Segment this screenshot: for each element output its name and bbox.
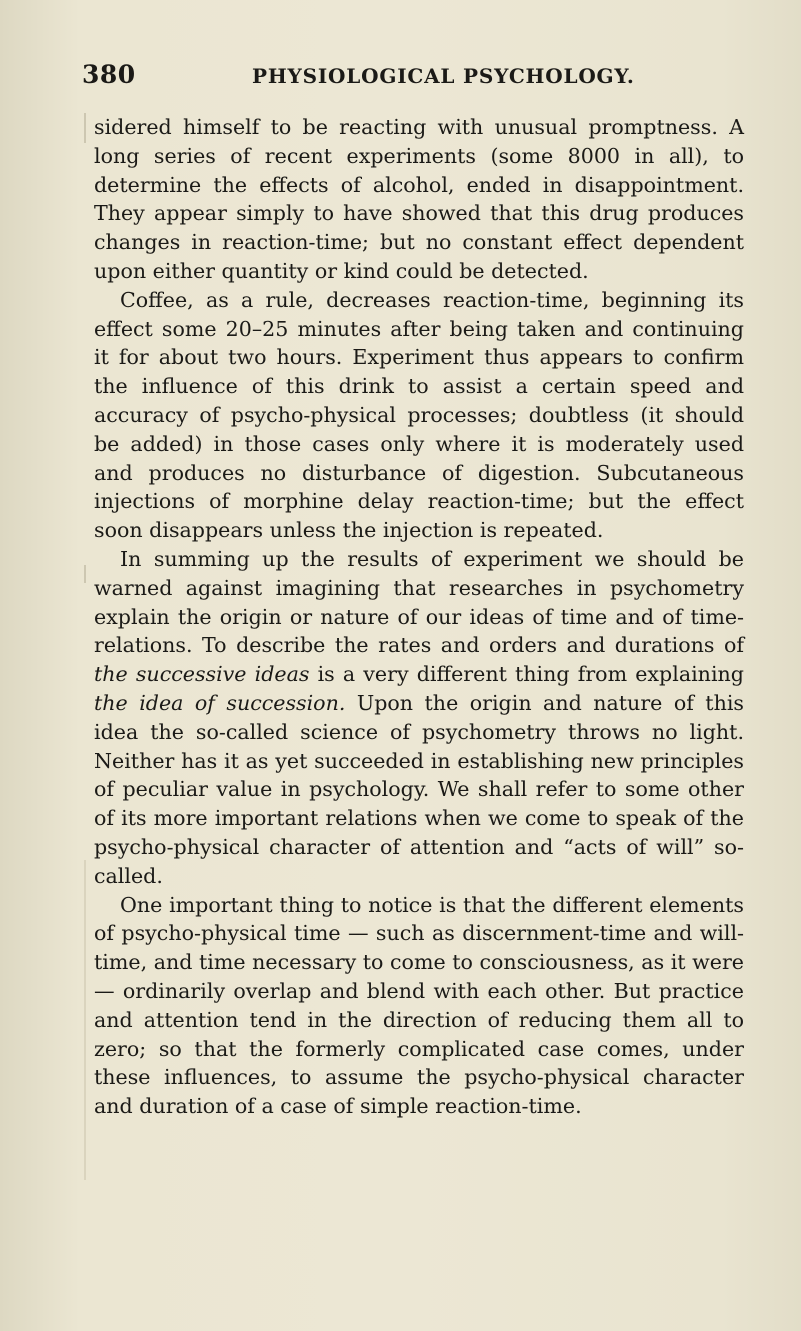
paragraph-text-segment: is a very different thing from explaining [309,662,744,687]
paragraph-text-segment: Upon the origin and nature of this idea the so-called science of psychometry throws no light. Neither has it as yet succeeded in establishing new principles of peculiar value in psychology. We shall refer to some other of its more important relations when we come to speak of the psycho-physical character of attention and “acts of will” so-called. [94,690,744,888]
body-text [94,113,744,1121]
paragraph-overlap: One important thing to notice is that the different elements of psycho-physical time — such as discernment-time and will-time, and time necessary to come to consciousness, as it were — ordinarily overlap and blend with each other. But practice and attention tend in the direction of reducing them all to zero; so that the formerly complicated case comes, under these influences, to assume the psycho-physical character and duration of a case of simple reaction-time. [94,892,744,1119]
gutter-mark [84,565,86,583]
paragraph-coffee: Coffee, as a rule, decreases reaction-time, beginning its effect some 20–25 minutes after being taken and continuing it for about two hours. Experiment thus appears to confirm the influence of this drink to assist a certain speed and accuracy of psycho-physical processes; doubtless (it should be added) in those cases only where it is moderately used and produces no disturbance of digestion. Subcutaneous injections of morphine delay reaction-time; but the effect soon disappears unless the injection is repeated. [94,287,744,543]
paragraph-summing-up [94,545,744,891]
gutter-mark [84,113,86,143]
paragraph-alcohol: sidered himself to be reacting with unusual promptness. A long series of recent experiments (some 8000 in all), to determine the effects of alcohol, ended in disappointment. They appear simply to have showed that this drug produces changes in reaction-time; but no constant effect dependent upon either quantity or kind could be detected. [94,115,744,283]
italic-phrase: the idea of succession. [94,690,346,715]
italic-phrase: the successive ideas [94,662,310,687]
page-header [82,60,722,100]
page-number: 380 [82,60,136,89]
paragraph-text-segment: In summing up the results of experiment we should be warned against imagining that researches in psychometry explain the origin or nature of our ideas of time and of time-relations. To describe the rates and orders and durations of [94,546,744,658]
running-title: PHYSIOLOGICAL PSYCHOLOGY. [252,64,635,88]
gutter-mark [84,860,86,1180]
